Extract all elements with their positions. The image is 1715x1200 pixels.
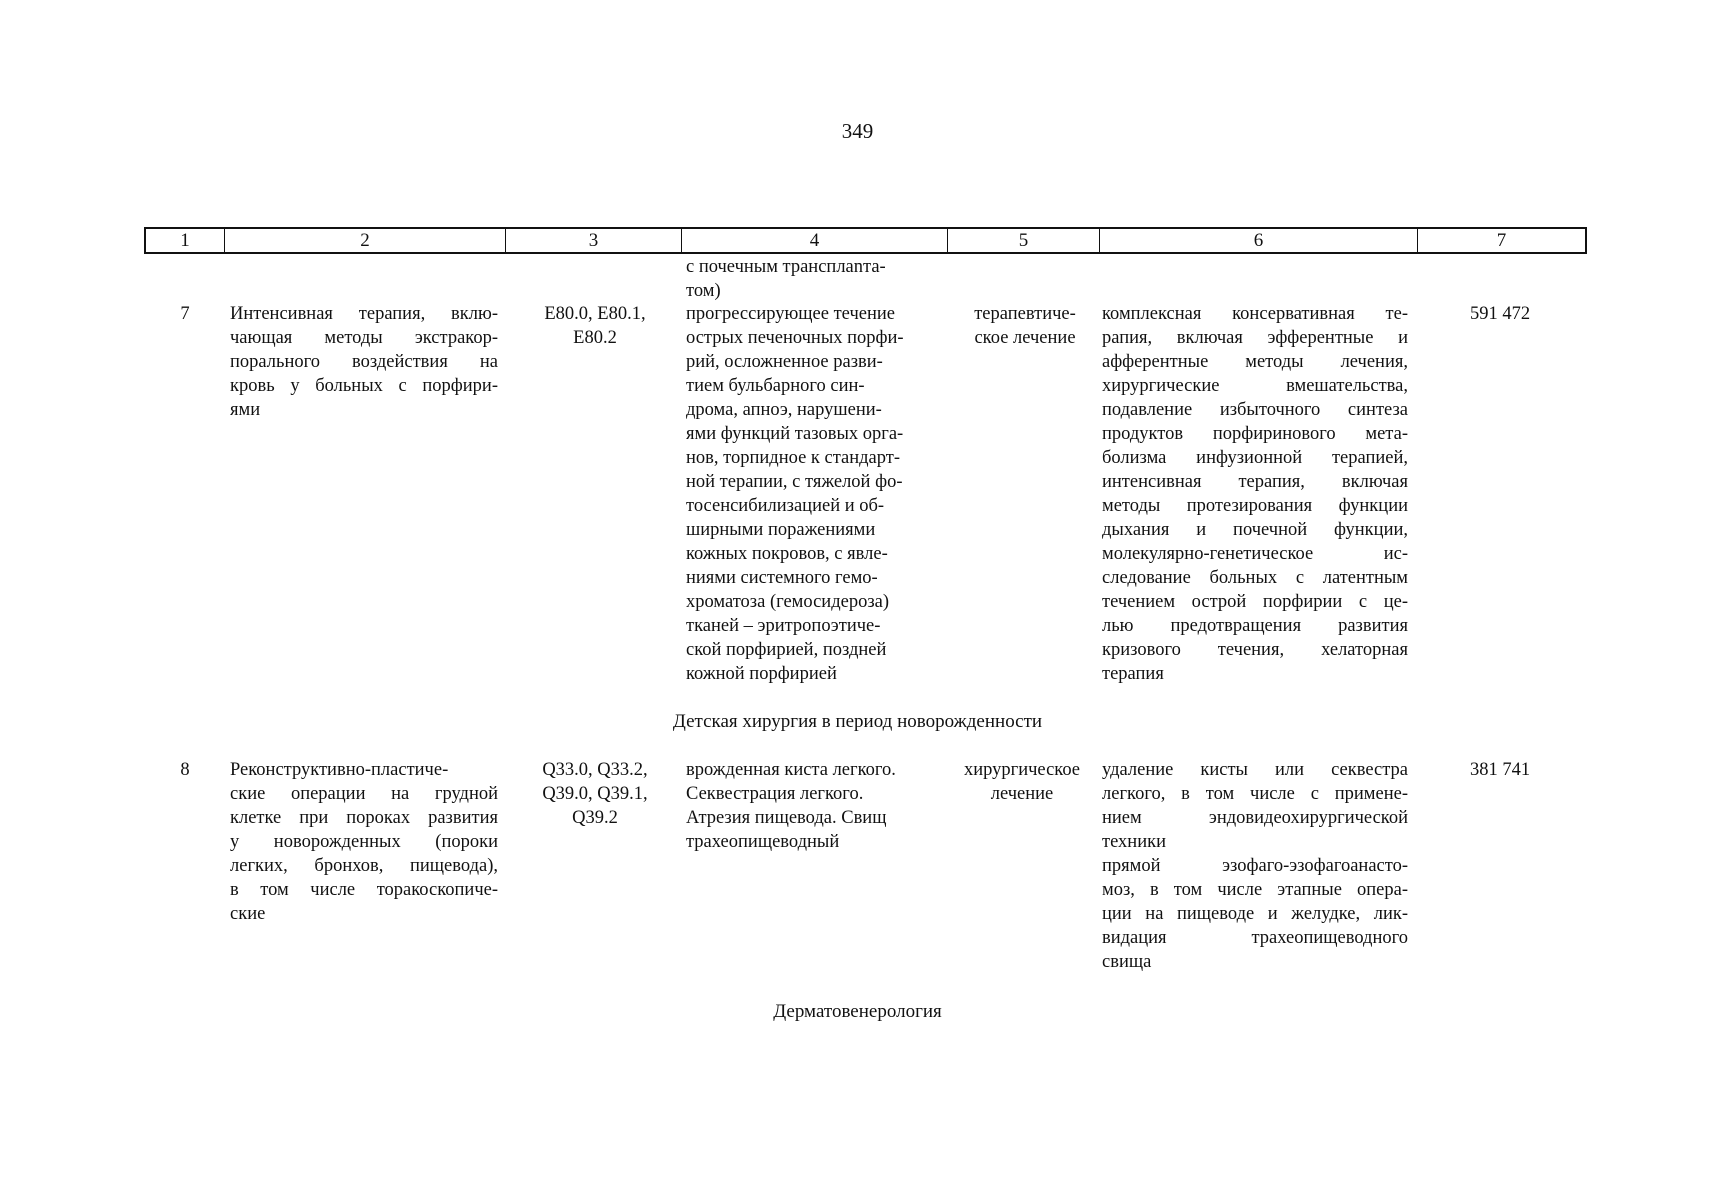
text-line: хирургические вмешательства, bbox=[1102, 376, 1408, 396]
text-line: нием эндовидеохирургической bbox=[1102, 808, 1408, 828]
continuation-col4 bbox=[686, 255, 946, 303]
treatment-name bbox=[230, 758, 498, 926]
text-line: ское лечение bbox=[974, 328, 1076, 348]
text-line: клетке при пороках развития bbox=[230, 808, 498, 828]
text-line: дрома, апноэ, нарушени- bbox=[686, 400, 882, 420]
header-col-5: 5 bbox=[947, 229, 1099, 252]
text-line: ями функций тазовых орга- bbox=[686, 424, 904, 444]
text-line: порального воздействия на bbox=[230, 352, 498, 372]
text-line: рий, осложненное разви- bbox=[686, 352, 883, 372]
row-number: 7 bbox=[180, 304, 190, 324]
text-line: хирургическое bbox=[963, 760, 1081, 780]
cost-value: 381 741 bbox=[1469, 760, 1531, 780]
treatment-name bbox=[230, 302, 498, 422]
row-number: 8 bbox=[180, 760, 190, 780]
text-line: кровь у больных с порфири- bbox=[230, 376, 498, 396]
text-line: моз, в том числе этапные опера- bbox=[1102, 880, 1408, 900]
text-line: том) bbox=[686, 281, 721, 301]
text-line: течением острой порфирии с це- bbox=[1102, 592, 1408, 612]
table-header bbox=[144, 227, 1587, 254]
text-line: методы протезирования функции bbox=[1102, 496, 1408, 516]
text-line: чающая методы экстракор- bbox=[230, 328, 498, 348]
text-line: терапия bbox=[1102, 664, 1164, 684]
text-line: тканей – эритропоэтиче- bbox=[686, 616, 881, 636]
text-line: молекулярно-генетическое ис- bbox=[1102, 544, 1408, 564]
page-number: 349 bbox=[841, 119, 874, 143]
text-line: прямой эзофаго-эзофагоанасто- bbox=[1102, 856, 1408, 876]
diagnosis-description bbox=[686, 758, 946, 854]
section-title-pediatric-surgery: Детская хирургия в период новорожденности bbox=[672, 711, 1043, 732]
text-line: удаление кисты или секвестра bbox=[1102, 760, 1408, 780]
text-line: прогрессирующее течение bbox=[686, 304, 895, 324]
text-line: свища bbox=[1102, 952, 1152, 972]
text-line: ширными поражениями bbox=[686, 520, 876, 540]
text-line: ской порфирией, поздней bbox=[686, 640, 887, 660]
text-line: с почечным трансплanта- bbox=[686, 257, 886, 277]
text-line: кожной порфирией bbox=[686, 664, 837, 684]
text-line: ями bbox=[230, 400, 261, 420]
text-line: ские операции на грудной bbox=[230, 784, 498, 804]
text-line: хроматоза (гемосидероза) bbox=[686, 592, 889, 612]
treatment-method bbox=[1102, 302, 1408, 686]
treatment-type bbox=[952, 302, 1098, 350]
header-col-4: 4 bbox=[681, 229, 947, 252]
header-col-7: 7 bbox=[1417, 229, 1585, 252]
text-line: трахеопищеводный bbox=[686, 832, 840, 852]
text-line: в том числе торакоскопиче- bbox=[230, 880, 498, 900]
text-line: болизма инфузионной терапией, bbox=[1102, 448, 1408, 468]
header-col-6: 6 bbox=[1099, 229, 1417, 252]
text-line: Q39.0, Q39.1, bbox=[542, 784, 648, 804]
cost-value: 591 472 bbox=[1469, 304, 1531, 324]
text-line: нов, торпидное к стандарт- bbox=[686, 448, 901, 468]
text-line: интенсивная терапия, включая bbox=[1102, 472, 1408, 492]
text-line: легкого, в том числе с примене- bbox=[1102, 784, 1408, 804]
text-line: E80.2 bbox=[573, 328, 617, 348]
text-line: Q33.0, Q33.2, bbox=[542, 760, 648, 780]
text-line: у новорожденных (пороки bbox=[230, 832, 498, 852]
section-title-dermatovenereology: Дерматовенерология bbox=[773, 1001, 942, 1022]
text-line: ниями системного гемо- bbox=[686, 568, 878, 588]
text-line: терапевтиче- bbox=[974, 304, 1076, 324]
text-line: кризового течения, хелаторная bbox=[1102, 640, 1408, 660]
text-line: техники bbox=[1102, 832, 1166, 852]
header-col-1: 1 bbox=[180, 230, 190, 251]
text-line: продуктов порфиринового мета- bbox=[1102, 424, 1408, 444]
text-line: острых печеночных порфи- bbox=[686, 328, 904, 348]
text-line: следование больных с латентным bbox=[1102, 568, 1408, 588]
icd-codes bbox=[520, 302, 670, 350]
text-line: афферентные методы лечения, bbox=[1102, 352, 1408, 372]
text-line: легких, бронхов, пищевода), bbox=[230, 856, 498, 876]
text-line: Интенсивная терапия, вклю- bbox=[230, 304, 498, 324]
text-line: комплексная консервативная те- bbox=[1102, 304, 1408, 324]
header-col-2: 2 bbox=[224, 229, 505, 252]
icd-codes bbox=[520, 758, 670, 830]
treatment-type bbox=[946, 758, 1098, 806]
text-line: тием бульбарного син- bbox=[686, 376, 865, 396]
diagnosis-description bbox=[686, 302, 946, 686]
text-line: врожденная киста легкого. bbox=[686, 760, 896, 780]
text-line: Атрезия пищевода. Свищ bbox=[686, 808, 887, 828]
text-line: E80.0, E80.1, bbox=[544, 304, 646, 324]
text-line: подавление избыточного синтеза bbox=[1102, 400, 1408, 420]
text-line: Секвестрация легкого. bbox=[686, 784, 864, 804]
text-line: лечение bbox=[990, 784, 1054, 804]
text-line: ной терапии, с тяжелой фо- bbox=[686, 472, 903, 492]
text-line: лью предотвращения развития bbox=[1102, 616, 1408, 636]
text-line: ции на пищеводе и желудке, лик- bbox=[1102, 904, 1408, 924]
text-line: ские bbox=[230, 904, 266, 924]
text-line: кожных покровов, с явле- bbox=[686, 544, 888, 564]
text-line: Реконструктивно-пластиче- bbox=[230, 760, 449, 780]
text-line: дыхания и почечной функции, bbox=[1102, 520, 1408, 540]
text-line: тосенсибилизацией и об- bbox=[686, 496, 885, 516]
header-col-3: 3 bbox=[505, 229, 681, 252]
text-line: видация трахеопищеводного bbox=[1102, 928, 1408, 948]
text-line: Q39.2 bbox=[572, 808, 618, 828]
text-line: рапия, включая эфферентные и bbox=[1102, 328, 1408, 348]
treatment-method bbox=[1102, 758, 1408, 974]
